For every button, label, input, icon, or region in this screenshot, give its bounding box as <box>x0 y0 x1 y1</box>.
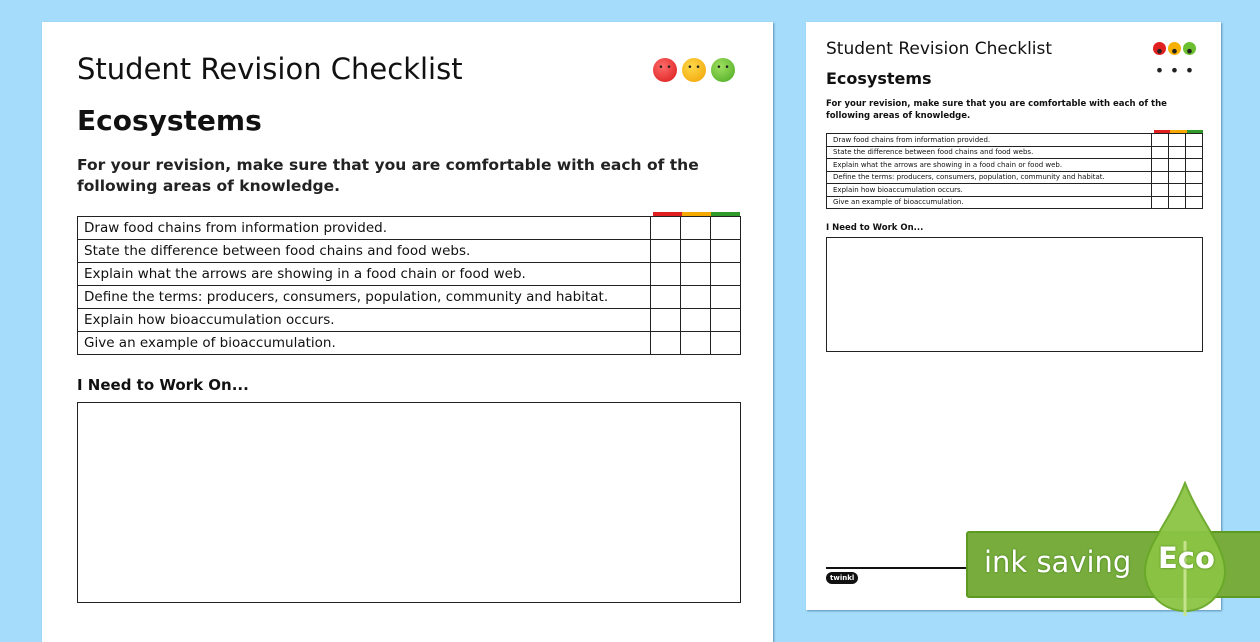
work-on-label-small: I Need to Work On... <box>826 223 924 233</box>
checklist-row <box>827 146 1203 159</box>
rating-cell-red[interactable] <box>651 217 681 240</box>
topic-heading-small: Ecosystems <box>826 69 932 88</box>
rating-cell-green[interactable] <box>711 217 741 240</box>
checklist-row <box>78 309 741 332</box>
rating-cell-green[interactable] <box>1186 146 1203 159</box>
checklist-item: Explain how bioaccumulation occurs. <box>827 184 1152 197</box>
rating-faces-small <box>1153 42 1196 55</box>
rating-cell-amber[interactable] <box>1169 184 1186 197</box>
rating-cell-green[interactable] <box>711 286 741 309</box>
checklist-item: State the difference between food chains and food webs. <box>827 146 1152 159</box>
checklist-item: Draw food chains from information provided. <box>78 217 651 240</box>
checklist-row <box>827 196 1203 209</box>
rating-cell-green[interactable] <box>1186 196 1203 209</box>
checklist-row <box>78 263 741 286</box>
intro-text: For your revision, make sure that you are comfortable with each of the following areas of knowledge. <box>77 156 699 195</box>
rating-cell-red[interactable] <box>651 332 681 355</box>
rating-cell-green[interactable] <box>1186 171 1203 184</box>
page-preview-large <box>42 22 773 642</box>
rating-cell-amber[interactable] <box>681 286 711 309</box>
rating-cell-amber[interactable] <box>1169 171 1186 184</box>
page-title: Student Revision Checklist <box>77 52 463 86</box>
rating-cell-red[interactable] <box>1152 196 1169 209</box>
rating-cell-amber[interactable] <box>1169 196 1186 209</box>
rating-cell-amber[interactable] <box>1169 146 1186 159</box>
checklist-row <box>827 171 1203 184</box>
rating-cell-green[interactable] <box>711 263 741 286</box>
checklist-item: Explain how bioaccumulation occurs. <box>78 309 651 332</box>
rating-cell-amber[interactable] <box>681 240 711 263</box>
rating-cell-green[interactable] <box>1186 184 1203 197</box>
checklist-table-small <box>826 133 1203 209</box>
topic-heading: Ecosystems <box>77 104 262 137</box>
rating-cell-green[interactable] <box>711 332 741 355</box>
rating-cell-amber[interactable] <box>681 217 711 240</box>
checklist-item: Define the terms: producers, consumers, population, community and habitat. <box>78 286 651 309</box>
checklist-row <box>78 240 741 263</box>
ink-saving-text: ink saving <box>984 545 1132 579</box>
checklist-row <box>827 184 1203 197</box>
work-on-label: I Need to Work On... <box>77 376 249 394</box>
checklist-table <box>77 216 741 355</box>
rating-cell-amber[interactable] <box>1169 134 1186 147</box>
checklist-item: Give an example of bioaccumulation. <box>827 196 1152 209</box>
rating-cell-red[interactable] <box>651 240 681 263</box>
checklist-item: State the difference between food chains and food webs. <box>78 240 651 263</box>
work-on-box[interactable] <box>77 402 741 603</box>
rating-cell-red[interactable] <box>651 263 681 286</box>
happy-face-icon <box>711 58 735 82</box>
checklist-row <box>827 159 1203 172</box>
checklist-item: Give an example of bioaccumulation. <box>78 332 651 355</box>
checklist-item: Explain what the arrows are showing in a food chain or food web. <box>78 263 651 286</box>
footer-line <box>826 567 971 569</box>
rating-cell-green[interactable] <box>711 240 741 263</box>
checklist-item: Draw food chains from information provided. <box>827 134 1152 147</box>
twinkl-logo: twinkl <box>826 572 858 584</box>
rating-cell-green[interactable] <box>711 309 741 332</box>
page-title-small: Student Revision Checklist <box>826 39 1053 59</box>
rating-cell-green[interactable] <box>1186 134 1203 147</box>
rating-cell-red[interactable] <box>1152 184 1169 197</box>
rating-cell-amber[interactable] <box>681 263 711 286</box>
rating-cell-red[interactable] <box>651 309 681 332</box>
sad-face-icon <box>1153 42 1166 55</box>
rating-cell-amber[interactable] <box>1169 159 1186 172</box>
neutral-face-icon <box>1168 42 1181 55</box>
neutral-face-icon <box>682 58 706 82</box>
intro-text-small: For your revision, make sure that you are comfortable with each of the following areas of knowledge. <box>826 99 1167 121</box>
rating-cell-amber[interactable] <box>681 309 711 332</box>
checklist-item: Explain what the arrows are showing in a food chain or food web. <box>827 159 1152 172</box>
rating-faces <box>653 58 735 82</box>
checklist-row <box>78 332 741 355</box>
rating-cell-green[interactable] <box>1186 159 1203 172</box>
rating-cell-amber[interactable] <box>681 332 711 355</box>
checklist-row <box>827 134 1203 147</box>
rating-cell-red[interactable] <box>1152 146 1169 159</box>
happy-face-icon <box>1183 42 1196 55</box>
rating-cell-red[interactable] <box>1152 171 1169 184</box>
rating-cell-red[interactable] <box>1152 159 1169 172</box>
rating-cell-red[interactable] <box>1152 134 1169 147</box>
checklist-row <box>78 217 741 240</box>
checklist-row <box>78 286 741 309</box>
checklist-item: Define the terms: producers, consumers, population, community and habitat. <box>827 171 1152 184</box>
work-on-box-small[interactable] <box>826 237 1203 352</box>
eco-label: Eco <box>1158 541 1215 575</box>
rating-cell-red[interactable] <box>651 286 681 309</box>
sad-face-icon <box>653 58 677 82</box>
